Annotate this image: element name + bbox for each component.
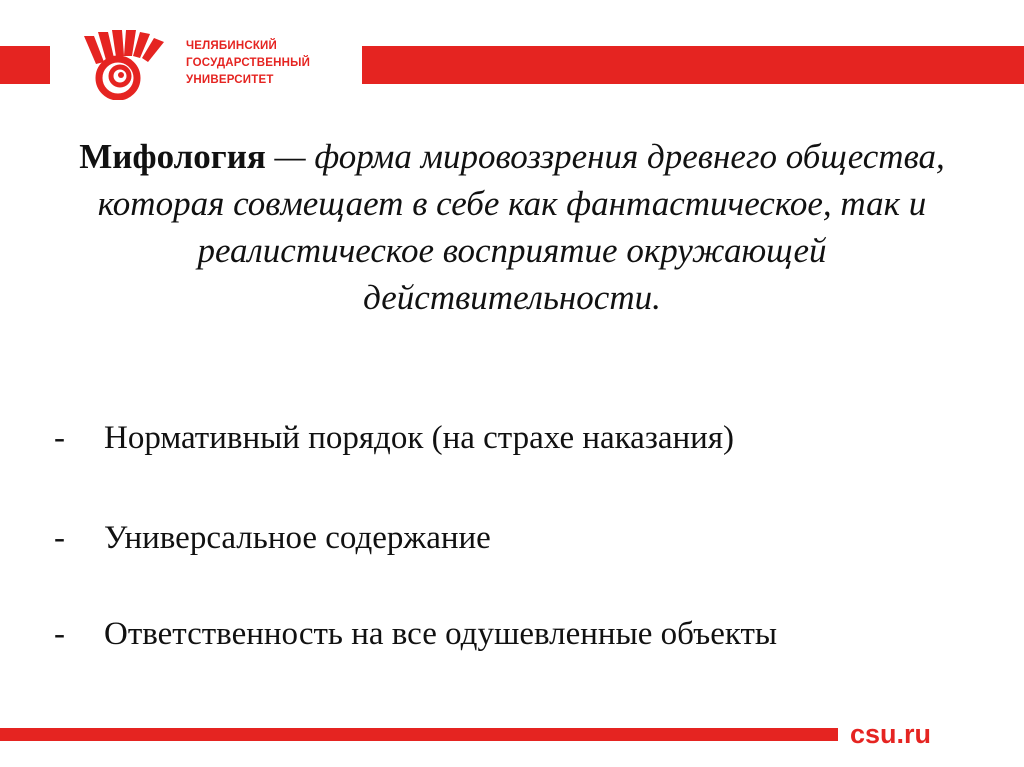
definition-text: — форма мировоззрения древнего общества, которая совмещает в себе как фантастическое, так и реалистическое восприятие окружающей действительности. — [97, 137, 945, 317]
definition-paragraph — [60, 133, 964, 321]
bullet-text: Ответственность на все одушевленные объекты — [104, 616, 778, 652]
definition-term: Мифология — [79, 137, 266, 176]
bullet-dash: - — [54, 616, 65, 652]
university-name — [186, 38, 310, 89]
footer-red-bar — [0, 728, 838, 741]
university-name-line-3: УНИВЕРСИТЕТ — [186, 74, 274, 86]
footer-site-link[interactable]: csu.ru — [850, 719, 932, 749]
university-name-line-1: ЧЕЛЯБИНСКИЙ — [186, 40, 277, 52]
csu-spiral-logo-icon — [78, 28, 178, 100]
bullet-text: Нормативный порядок (на страхе наказания) — [104, 420, 734, 456]
header-red-bar-right — [362, 46, 1024, 84]
university-name-line-2: ГОСУДАРСТВЕННЫЙ — [186, 57, 311, 69]
bullet-dash: - — [54, 520, 65, 556]
header-red-bar-left — [0, 46, 50, 84]
bullet-text: Универсальное содержание — [104, 520, 491, 556]
bullet-dash: - — [54, 420, 65, 456]
